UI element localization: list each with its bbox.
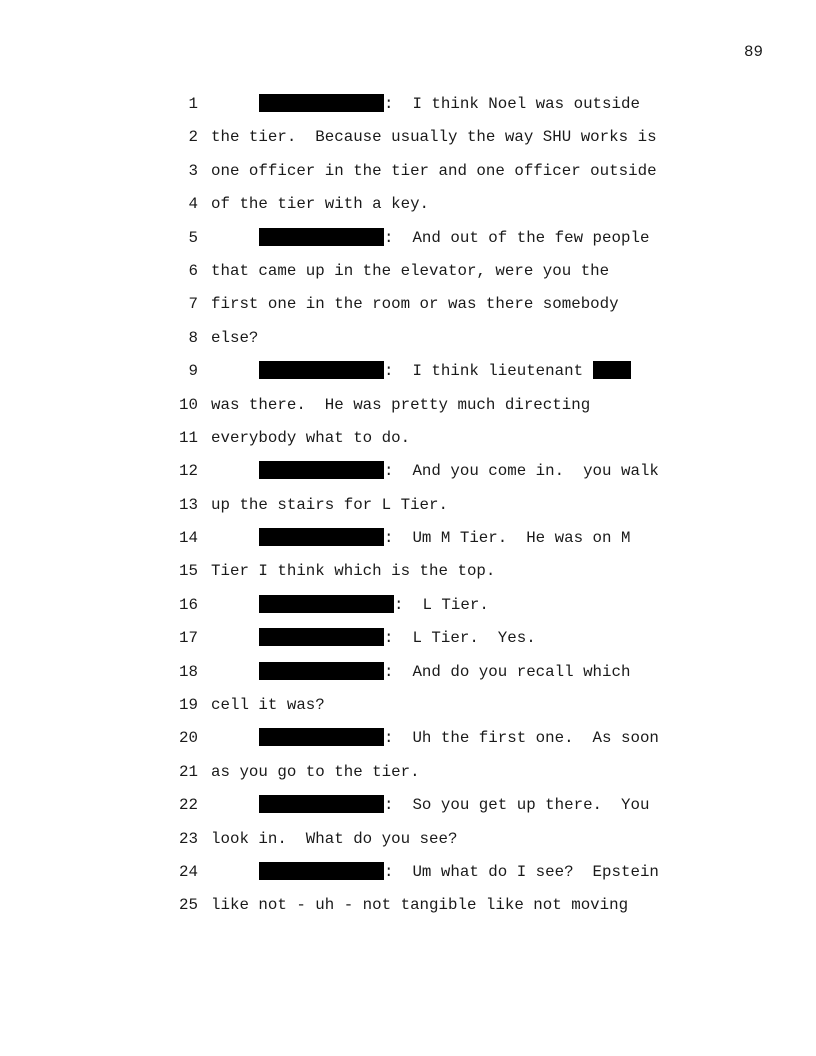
speaker-statement: : Um what do I see? Epstein (384, 862, 659, 881)
line-text: as you go to the tier. (211, 762, 420, 781)
redacted-speaker-name (259, 795, 384, 813)
line-text: first one in the room or was there somebody (211, 295, 619, 314)
line-number: 12 (179, 462, 198, 481)
redacted-speaker-name (259, 361, 384, 379)
redacted-speaker-name (259, 628, 384, 646)
line-number: 21 (179, 762, 198, 781)
transcript-line (0, 193, 816, 226)
line-number: 16 (179, 595, 198, 614)
line-number: 25 (179, 896, 198, 915)
line-text (259, 794, 649, 816)
line-text: the tier. Because usually the way SHU works is (211, 128, 657, 147)
line-number: 3 (188, 161, 198, 180)
line-text (259, 93, 640, 115)
transcript-line (0, 494, 816, 527)
line-text: was there. He was pretty much directing (211, 395, 591, 414)
line-text (259, 727, 659, 749)
redacted-speaker-name (259, 662, 384, 680)
line-number: 19 (179, 696, 198, 715)
line-number: 18 (179, 662, 198, 681)
transcript-line (0, 360, 816, 393)
redacted-speaker-name (259, 862, 384, 880)
transcript-line (0, 327, 816, 360)
redacted-speaker-name (259, 595, 394, 613)
line-text (259, 627, 536, 649)
redacted-speaker-name (259, 528, 384, 546)
line-text: up the stairs for L Tier. (211, 495, 448, 514)
speaker-statement: : Uh the first one. As soon (384, 729, 659, 748)
transcript-line (0, 627, 816, 660)
speaker-statement: : So you get up there. You (384, 796, 650, 815)
transcript-line (0, 126, 816, 159)
transcript-line (0, 160, 816, 193)
line-number: 9 (188, 362, 198, 381)
line-number: 11 (179, 428, 198, 447)
line-number: 7 (188, 295, 198, 314)
line-number: 23 (179, 829, 198, 848)
transcript-line (0, 527, 816, 560)
line-text (259, 460, 659, 482)
speaker-statement: : And do you recall which (384, 662, 631, 681)
line-number: 5 (188, 228, 198, 247)
line-text: everybody what to do. (211, 428, 411, 447)
redacted-speaker-name (259, 461, 384, 479)
transcript-line (0, 260, 816, 293)
speaker-statement: : And you come in. you walk (384, 462, 659, 481)
line-text: look in. What do you see? (211, 829, 458, 848)
redacted-speaker-name (259, 228, 384, 246)
line-text (259, 661, 630, 683)
transcript-line (0, 861, 816, 894)
speaker-statement: : And out of the few people (384, 228, 650, 247)
line-text (259, 527, 630, 549)
line-number: 8 (188, 328, 198, 347)
transcript-line (0, 427, 816, 460)
transcript-line (0, 661, 816, 694)
transcript-line (0, 93, 816, 126)
line-text: that came up in the elevator, were you the (211, 261, 610, 280)
line-text (259, 360, 631, 382)
transcript-line (0, 694, 816, 727)
redacted-name (593, 361, 631, 379)
line-number: 24 (179, 862, 198, 881)
transcript-line (0, 560, 816, 593)
transcript-body (0, 93, 816, 928)
line-number: 20 (179, 729, 198, 748)
line-text (259, 861, 659, 883)
redacted-speaker-name (259, 94, 384, 112)
line-number: 13 (179, 495, 198, 514)
transcript-line (0, 828, 816, 861)
line-text (259, 594, 489, 616)
line-number: 14 (179, 529, 198, 548)
speaker-statement: : I think Noel was outside (384, 95, 640, 113)
speaker-statement: : L Tier. Yes. (384, 629, 536, 648)
transcript-line (0, 394, 816, 427)
transcript-line (0, 293, 816, 326)
line-number: 17 (179, 629, 198, 648)
speaker-statement: : I think lieutenant (384, 362, 584, 381)
transcript-line (0, 727, 816, 760)
line-number: 15 (179, 562, 198, 581)
line-text (259, 227, 649, 249)
line-number: 2 (188, 128, 198, 147)
line-number: 6 (188, 261, 198, 280)
line-number: 22 (179, 796, 198, 815)
page-number: 89 (744, 43, 763, 61)
line-number: 4 (188, 195, 198, 214)
transcript-line (0, 594, 816, 627)
speaker-statement: : Um M Tier. He was on M (384, 529, 631, 548)
line-number: 10 (179, 395, 198, 414)
line-text: cell it was? (211, 696, 325, 715)
transcript-line (0, 460, 816, 493)
redacted-speaker-name (259, 728, 384, 746)
line-text: else? (211, 328, 259, 347)
transcript-line (0, 227, 816, 260)
line-text: like not - uh - not tangible like not moving (211, 896, 629, 915)
line-number: 1 (188, 95, 198, 113)
speaker-statement: : L Tier. (394, 595, 489, 614)
line-text: of the tier with a key. (211, 195, 430, 214)
transcript-line (0, 894, 816, 927)
line-text: one officer in the tier and one officer outside (211, 161, 657, 180)
line-text: Tier I think which is the top. (211, 562, 496, 581)
transcript-line (0, 794, 816, 827)
transcript-line (0, 761, 816, 794)
